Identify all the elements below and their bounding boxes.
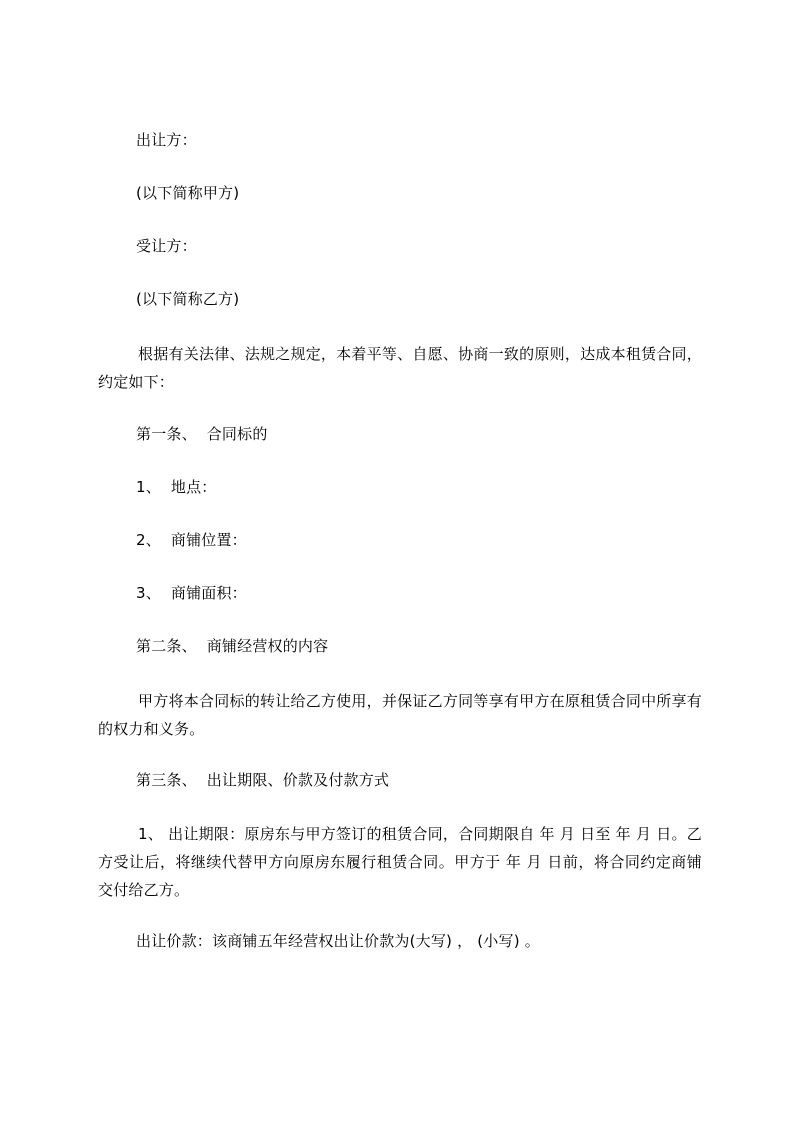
article-1-item-2: 2、 商铺位置：: [136, 531, 247, 549]
preamble-paragraph: 根据有关法律、法规之规定，本着平等、自愿、协商一致的原则，达成本租赁合同，约定如下：: [98, 345, 702, 391]
article-2-title: 第二条、 商铺经营权的内容: [136, 637, 329, 655]
transferor-note: (以下简称甲方): [136, 184, 240, 202]
article-1-title: 第一条、 合同标的: [136, 425, 268, 443]
article-3-price-line: 出让价款：该商铺五年经营权出让价款为(大写) ， (小写) 。: [136, 932, 540, 950]
transferor-label: 出让方：: [136, 131, 197, 149]
article-3-title: 第三条、 出让期限、价款及付款方式: [136, 771, 390, 789]
article-2-paragraph: 甲方将本合同标的转让给乙方使用，并保证乙方同等享有甲方在原租赁合同中所享有的权力和义务。: [98, 692, 702, 738]
transferee-note: (以下简称乙方): [136, 290, 240, 308]
article-1-item-3: 3、 商铺面积：: [136, 584, 247, 602]
article-3-item-1-paragraph: 1、 出让期限：原房东与甲方签订的租赁合同，合同期限自 年 月 日至 年 月 日。乙方受让后，将继续代替甲方向原房东履行租赁合同。甲方于 年 月 日前，将合同约定商铺交付给乙方。: [98, 825, 702, 899]
article-1-item-1: 1、 地点：: [136, 478, 217, 496]
transferee-label: 受让方：: [136, 237, 197, 255]
